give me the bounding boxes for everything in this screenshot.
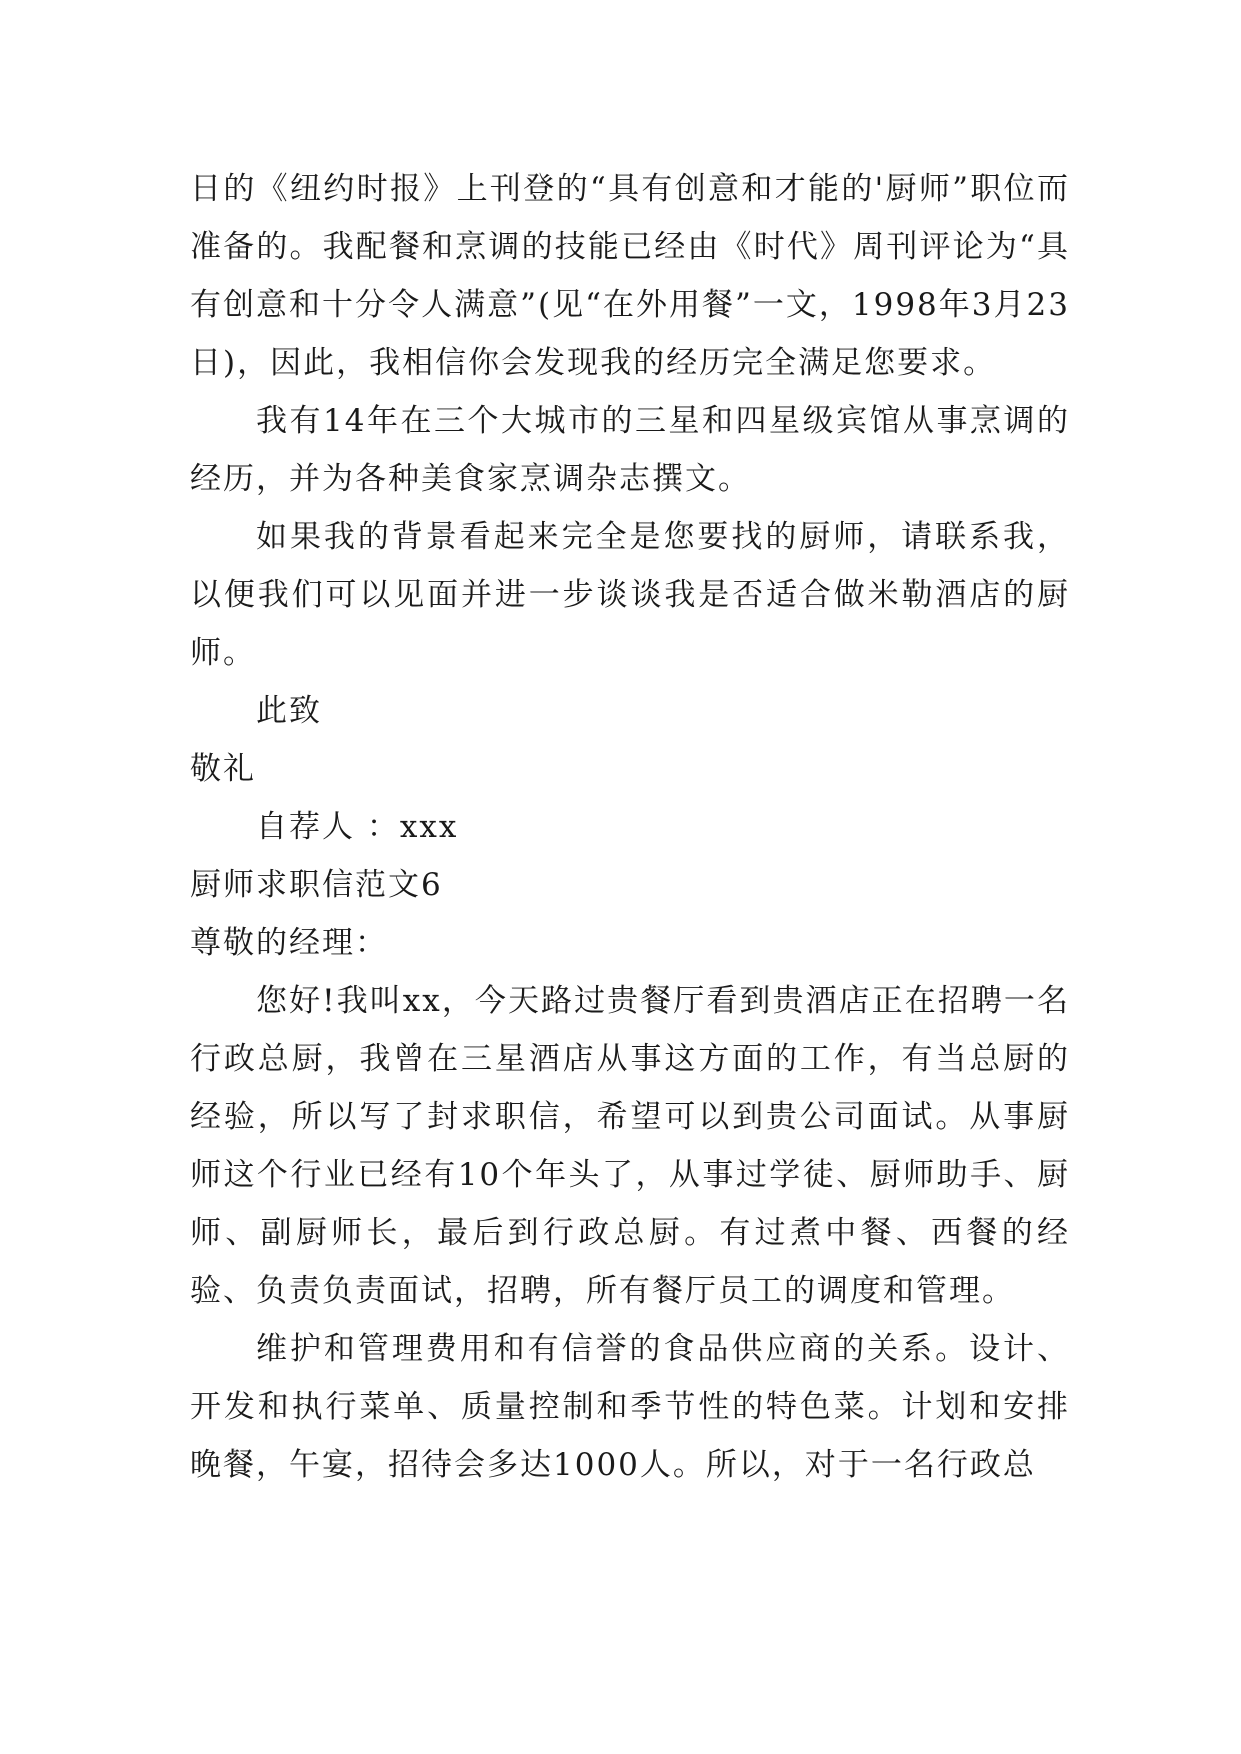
paragraph-introduction: 您好!我叫xx，今天路过贵餐厅看到贵酒店正在招聘一名行政总厨，我曾在三星酒店从事这方面的工作，有当总厨的经验，所以写了封求职信，希望可以到贵公司面试。从事厨师这个行业已经有10个年头了，从事过学徒、厨师助手、厨师、副厨师长，最后到行政总厨。有过煮中餐、西餐的经验、负责负责面试，招聘，所有餐厅员工的调度和管理。 xyxy=(190,983,1070,1309)
signature-line: 自荐人 ：xxx xyxy=(256,809,459,845)
section-heading: 厨师求职信范文6 xyxy=(190,867,443,903)
closing-salutation: 此致 xyxy=(256,693,322,729)
paragraph-responsibilities: 维护和管理费用和有信誉的食品供应商的关系。设计、开发和执行菜单、质量控制和季节性的特色菜。计划和安排晚餐，午宴，招待会多达1000人。所以，对于一名行政总 xyxy=(190,1331,1070,1483)
letter-body xyxy=(190,160,1070,1494)
greeting: 尊敬的经理： xyxy=(190,925,388,961)
paragraph-contact-request: 如果我的背景看起来完全是您要找的厨师，请联系我，以便我们可以见面并进一步谈谈我是否适合做米勒酒店的厨师。 xyxy=(190,519,1070,671)
paragraph-qualification-continued: 日的《纽约时报》上刊登的“具有创意和才能的'厨师”职位而准备的。我配餐和烹调的技能已经由《时代》周刊评论为“具有创意和十分令人满意”(见“在外用餐”一文，1998年3月23日)，因此，我相信你会发现我的经历完全满足您要求。 xyxy=(190,171,1070,381)
closing-regards: 敬礼 xyxy=(190,751,256,787)
paragraph-experience: 我有14年在三个大城市的三星和四星级宾馆从事烹调的经历，并为各种美食家烹调杂志撰文。 xyxy=(190,403,1070,497)
